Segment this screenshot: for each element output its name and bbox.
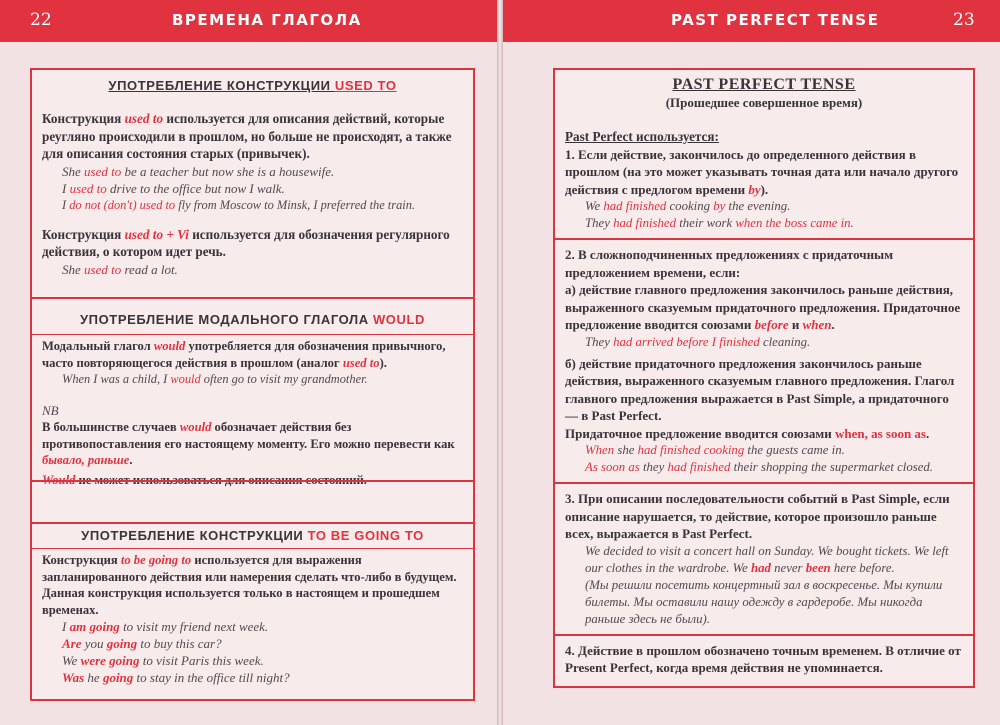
section-title-text: УПОТРЕБЛЕНИЕ КОНСТРУКЦИИ <box>108 78 335 93</box>
rule-2b: б) действие придаточного предложения закончилось раньше действия, выраженного сказуемым главного предложения. Глагол главного предложения выражается в Past Simple, а придаточного — в Past Perfect. <box>565 355 955 423</box>
section-title-going-to: УПОТРЕБЛЕНИЕ КОНСТРУКЦИИ TO BE GOING TO <box>81 528 424 543</box>
example: We decided to visit a concert hall on Sunday. We bought tickets. We left our clothes in the wardrobe. We had never been here before. <box>585 543 949 575</box>
example: Was he going to stay in the office till night? <box>62 670 290 685</box>
right-page <box>503 0 1000 725</box>
right-header <box>503 0 1000 42</box>
left-page <box>0 0 497 725</box>
example: As soon as they had finished their shopping the supermarket closed. <box>585 460 933 474</box>
header-title: ВРЕМЕНА ГЛАГОЛА <box>172 11 362 29</box>
header-title: PAST PERFECT TENSE <box>671 11 880 29</box>
tense-subtitle: (Прошедшее совершенное время) <box>665 95 863 110</box>
page-number: 23 <box>953 10 975 30</box>
left-header <box>0 0 497 42</box>
example: I do not (don't) used to fly from Moscow to Minsk, I preferred the train. <box>62 197 416 212</box>
divider <box>555 482 975 484</box>
example: When I was a child, I would often go to visit my grandmother. <box>62 372 368 386</box>
example: They had finished their work when the boss came in. <box>585 216 854 230</box>
rule-2: 2. В сложноподчиненных предложениях с придаточным предложением времени, если: <box>565 247 894 280</box>
divider <box>32 297 473 299</box>
paragraph: Конструкция to be going to используется для выражения запланированного действия или намерения сделать что-либо в будущем. Данная конструкция используется только в настоящем и прошедшем временах. <box>42 553 457 617</box>
divider <box>32 548 473 549</box>
uses-label: Past Perfect используется: <box>565 129 719 144</box>
divider <box>32 522 473 524</box>
rule-2b-conjunctions: Придаточное предложение вводится союзами when, as soon as. <box>565 425 930 441</box>
example: We had finished cooking by the evening. <box>585 199 791 213</box>
example: I am going to visit my friend next week. <box>62 619 269 634</box>
example: Are you going to buy this car? <box>62 636 222 651</box>
example: She used to be a teacher but now she is a housewife. <box>62 163 335 179</box>
paragraph: Would не может использоваться для описания состояний. <box>42 472 367 487</box>
page-title <box>555 76 973 111</box>
rule-1: 1. Если действие, закончилось до определенного действия в прошлом (на это может указывать точная дата или начало другого действия с предлогом времени by). <box>565 146 959 197</box>
tense-title: PAST PERFECT TENSE <box>672 76 856 93</box>
paragraph: Конструкция used to используется для описания действий, которые реугляно происходили в прошлом, но больше не происходят, а также для описания состояния старых (привычек). <box>42 111 452 161</box>
section-title-would: УПОТРЕБЛЕНИЕ МОДАЛЬНОГО ГЛАГОЛА WOULD <box>79 312 426 327</box>
rule-2a: а) действие главного предложения закончилось раньше действия, выраженного сказуемым придаточного предложения. Придаточное предложение вводится союзами before и when. <box>565 282 961 332</box>
right-content-box <box>553 68 975 688</box>
example: We were going to visit Paris this week. <box>62 653 264 668</box>
example: They had arrived before I finished cleaning. <box>585 334 811 349</box>
rule-4: 4. Действие в прошлом обозначено точным временем. В отличие от Present Perfect, когда время действия не упоминается. <box>565 642 961 675</box>
divider <box>32 334 473 335</box>
section-title-keyword: USED TO <box>334 78 397 93</box>
would-body <box>42 338 463 488</box>
example: I used to drive to the office but now I walk. <box>62 180 285 196</box>
left-content-box <box>30 68 475 701</box>
used-to-body <box>42 110 463 278</box>
section-title-used-to <box>32 78 473 93</box>
divider <box>555 634 975 636</box>
example: She used to read a lot. <box>62 261 178 277</box>
paragraph: Конструкция used to + Vi используется для обозначения регулярного действия, о котором идет речь. <box>42 226 450 259</box>
example: When she had finished cooking the guests came in. <box>585 443 845 457</box>
rule-3: 3. При описании последовательности событий в Past Simple, если описание нарушается, то действие, которое произошло раньше всех, выражается в Past Perfect. <box>565 491 950 541</box>
right-body <box>565 128 965 677</box>
example-translation: (Мы решили посетить концертный зал в воскресенье. Мы купили билеты. Мы оставили нашу одежду в гардеробе. Мы никогда раньше здесь не были). <box>585 577 943 626</box>
paragraph: В большинстве случаев would обозначает действия без противопоставления его настоящему моменту. Его можно перевести как бывало, раньше. <box>42 420 455 467</box>
divider <box>555 238 975 240</box>
divider <box>32 480 473 482</box>
going-to-body <box>42 552 463 686</box>
page-number: 22 <box>30 10 52 30</box>
paragraph: Модальный глагол would употребляется для обозначения привычного, часто повторяющегося действия в прошлом (аналог used to). <box>42 339 446 370</box>
nb-label: NB <box>42 403 59 418</box>
